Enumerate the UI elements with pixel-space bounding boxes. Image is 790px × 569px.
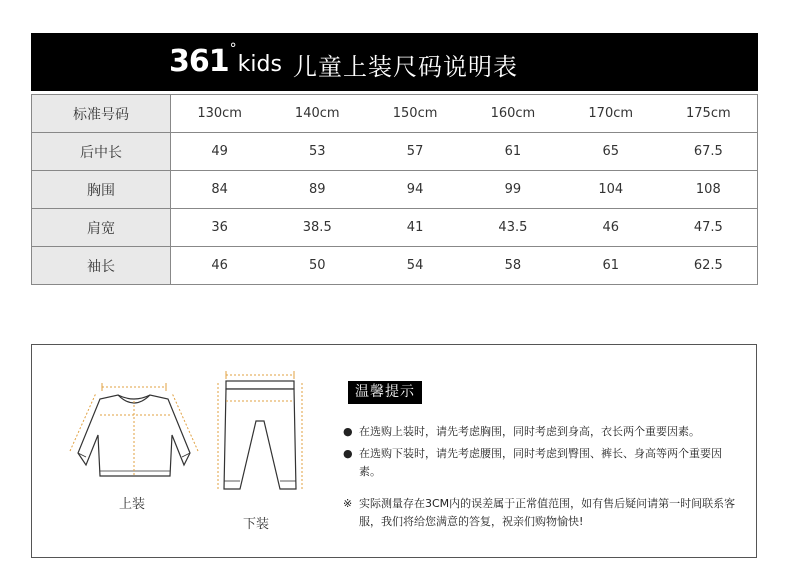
table-cell: 53 (268, 133, 366, 171)
table-cell: 61 (562, 247, 660, 285)
table-cell: 58 (464, 247, 562, 285)
table-cell: 160cm (464, 95, 562, 133)
table-row (32, 133, 758, 171)
tip-text: 在选购下装时，请先考虑腰围，同时考虑到臀围、裤长、身高等两个重要因素。 (359, 447, 722, 478)
table-cell: 99 (464, 171, 562, 209)
table-cell: 67.5 (660, 133, 758, 171)
table-row (32, 171, 758, 209)
row-header: 胸围 (32, 171, 171, 209)
row-header: 袖长 (32, 247, 171, 285)
top-garment-label: 上装 (119, 497, 146, 512)
pants-label: 下装 (243, 517, 270, 532)
table-cell: 54 (366, 247, 464, 285)
table-cell: 61 (464, 133, 562, 171)
top-garment-icon (60, 381, 210, 491)
table-cell: 41 (366, 209, 464, 247)
pants-icon (216, 371, 304, 501)
tip-item (343, 445, 733, 481)
note (343, 495, 743, 531)
tips-title: 温馨提示 (348, 381, 422, 404)
table-cell: 46 (562, 209, 660, 247)
logo-degree: ° (229, 41, 237, 57)
table-cell: 43.5 (464, 209, 562, 247)
table-cell: 46 (171, 247, 269, 285)
row-header: 标准号码 (32, 95, 171, 133)
table-cell: 65 (562, 133, 660, 171)
table-cell: 140cm (268, 95, 366, 133)
logo-kids: kids (237, 52, 282, 77)
table-cell: 47.5 (660, 209, 758, 247)
table-cell: 94 (366, 171, 464, 209)
table-cell: 130cm (171, 95, 269, 133)
header-bar (31, 33, 758, 91)
table-cell: 49 (171, 133, 269, 171)
table-cell: 62.5 (660, 247, 758, 285)
table-row (32, 247, 758, 285)
logo-number: 361 (169, 44, 229, 79)
table-cell: 170cm (562, 95, 660, 133)
table-cell: 89 (268, 171, 366, 209)
table-cell: 50 (268, 247, 366, 285)
bullet-icon: ● (343, 425, 353, 438)
note-text: 实际测量存在3CM内的误差属于正常值范围，如有售后疑问请第一时间联系客服，我们将给您满意的答复，祝亲们购物愉快! (359, 497, 736, 528)
table-cell: 38.5 (268, 209, 366, 247)
table-cell: 108 (660, 171, 758, 209)
table-cell: 175cm (660, 95, 758, 133)
table-cell: 104 (562, 171, 660, 209)
table-cell: 84 (171, 171, 269, 209)
brand-logo (169, 41, 282, 79)
tips-panel (31, 344, 757, 558)
page-title: 儿童上装尺码说明表 (293, 53, 518, 81)
table-cell: 36 (171, 209, 269, 247)
tip-item (343, 423, 733, 441)
table-row (32, 95, 758, 133)
tip-text: 在选购上装时，请先考虑胸围，同时考虑到身高，衣长两个重要因素。 (359, 425, 700, 438)
size-table (31, 94, 758, 285)
note-mark-icon: ※ (343, 497, 353, 510)
bullet-icon: ● (343, 447, 353, 460)
row-header: 肩宽 (32, 209, 171, 247)
row-header: 后中长 (32, 133, 171, 171)
table-cell: 150cm (366, 95, 464, 133)
table-row (32, 209, 758, 247)
table-cell: 57 (366, 133, 464, 171)
